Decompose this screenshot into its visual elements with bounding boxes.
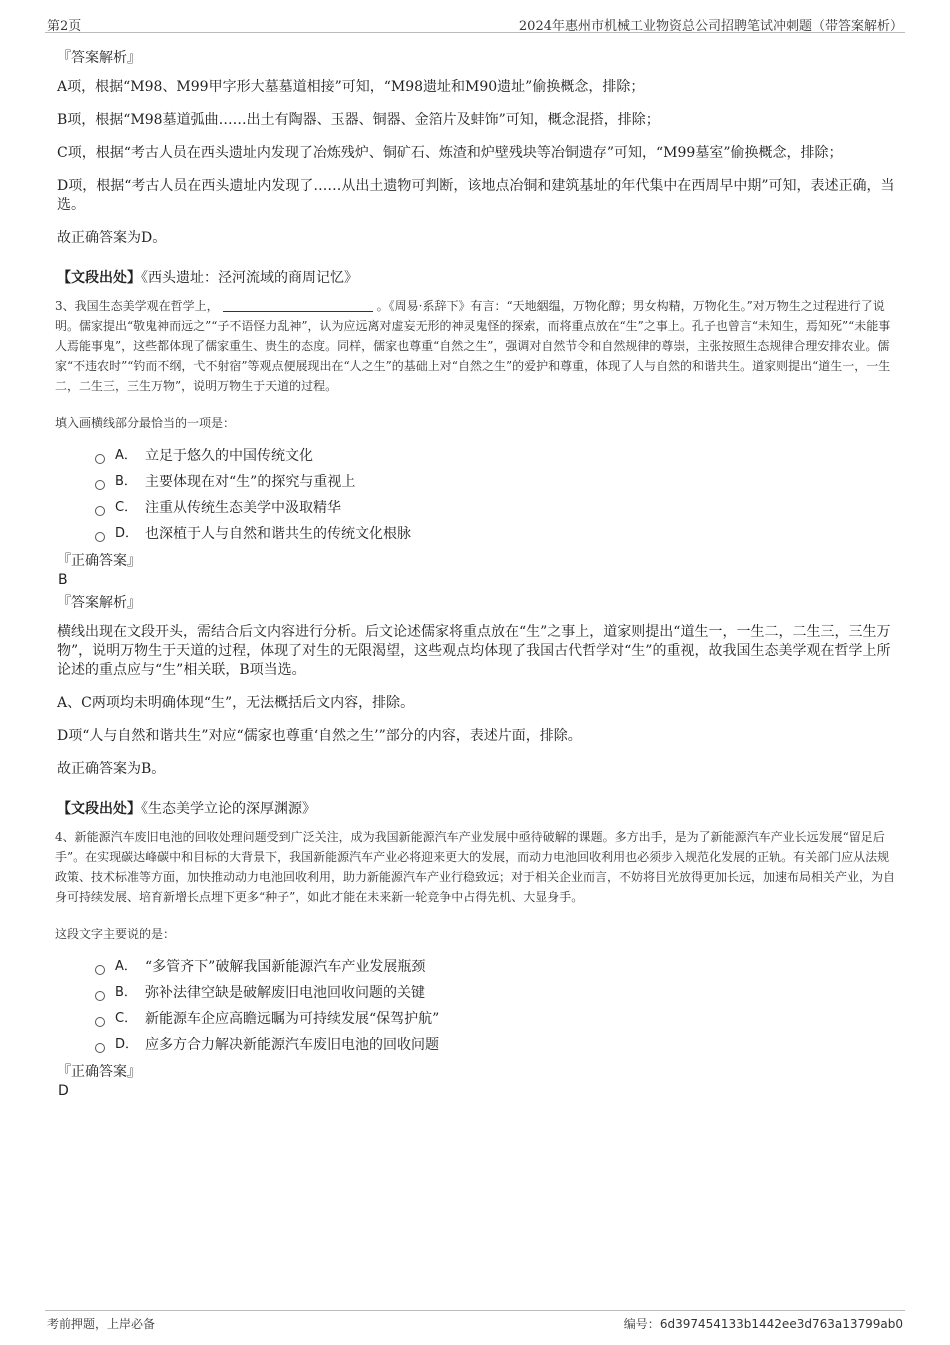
option-letter: D．	[115, 1037, 139, 1052]
analysis-paragraph: A、C两项均未明确体现“生”，无法概括后文内容，排除。	[57, 695, 415, 711]
source-title: 《西头遗址：泾河流域的商周记忆》	[141, 270, 358, 286]
option-letter: C．	[115, 500, 138, 515]
radio-icon[interactable]	[95, 454, 105, 464]
option-text: 新能源车企应高瞻远瞩为可持续发展“保驾护航”	[145, 1011, 440, 1027]
correct-answer-label: 『正确答案』	[57, 553, 141, 569]
code-value: 6d397454133b1442ee3d763a13799ab0	[659, 1317, 903, 1331]
footer-slogan: 考前押题，上岸必备	[47, 1317, 156, 1331]
option-text: “多管齐下”破解我国新能源汽车产业发展瓶颈	[145, 959, 426, 975]
option-text: 也深植于人与自然和谐共生的传统文化根脉	[145, 526, 411, 542]
option-a[interactable]	[95, 443, 900, 469]
radio-icon[interactable]	[95, 991, 105, 1001]
question-3-options	[95, 443, 900, 547]
page-header	[45, 12, 905, 33]
question-4-stem: 4、新能源汽车废旧电池的回收处理问题受到广泛关注，成为我国新能源汽车产业发展中亟待破解的课题。多方出手，是为了新能源汽车产业长远发展“留足后手”。在实现碳达峰碳中和目标的大背景下，我国新能源汽车产业必将迎来更大的发展，而动力电池回收利用也必须步入规范化发展的正轨。有关部门应从法规政策、技术标准等方面，加快推动动力电池回收利用，助力新能源汽车产业行稳致远；对于相关企业而言，不妨将目光放得更加长远，加速布局相关产业，为自身可持续发展、培育新增长点埋下更多“种子”，如此才能在未来新一轮竞争中占得先机、大显身手。	[55, 830, 896, 904]
option-b[interactable]	[95, 469, 900, 495]
radio-icon[interactable]	[95, 1043, 105, 1053]
option-letter: A．	[115, 959, 137, 974]
option-c[interactable]	[95, 1006, 900, 1032]
source-label: 【文段出处】	[57, 801, 141, 817]
analysis-label: 『答案解析』	[57, 595, 141, 611]
correct-answer: B	[58, 572, 68, 588]
option-text: 主要体现在对“生”的探究与重视上	[145, 474, 356, 490]
radio-icon[interactable]	[95, 965, 105, 975]
question-4-prompt: 这段文字主要说的是：	[55, 927, 176, 941]
question-3-stem	[55, 296, 900, 396]
source-citation	[57, 268, 900, 288]
analysis-conclusion: 故正确答案为D。	[57, 230, 167, 246]
radio-icon[interactable]	[95, 480, 105, 490]
option-text: 应多方合力解决新能源汽车废旧电池的回收问题	[145, 1037, 439, 1053]
analysis-paragraph: B项，根据“M98墓道弧曲……出土有陶器、玉器、铜器、金箔片及蚌饰”可知，概念混搭，排除；	[57, 112, 660, 128]
source-label: 【文段出处】	[57, 270, 141, 286]
option-letter: B．	[115, 474, 137, 489]
analysis-conclusion: 故正确答案为B。	[57, 761, 166, 777]
option-letter: A．	[115, 448, 137, 463]
option-b[interactable]	[95, 980, 900, 1006]
document-title: 2024年惠州市机械工业物资总公司招聘笔试冲刺题（带答案解析）	[518, 19, 903, 34]
question-3-text-after: 。《周易·系辞下》有言：“天地絪缊，万物化醇；男女构精，万物化生。”对万物生之过程进行了说明。儒家提出“敬鬼神而远之”“子不语怪力乱神”，认为应远离对虚妄无形的神灵鬼怪的探索，而将重点放在“生”之事上。孔子也曾言“未知生，焉知死”“未能事人焉能事鬼”，这些都体现了儒家重生、贵生的态度。同样，儒家也尊重“自然之生”，强调对自然节令和自然规律的尊崇，主张按照生态规律合理安排农业。儒家“不违农时”“钓而不纲，弋不射宿”等观点便展现出在“人之生”的基础上对“自然之生”的爱护和尊重，体现了人与自然的和谐共生。道家则提出“道生一，一生二，二生三，三生万物”，说明万物生于天道的过程。	[55, 299, 891, 393]
analysis-label: 『答案解析』	[57, 50, 141, 66]
option-d[interactable]	[95, 521, 900, 547]
option-text: 弥补法律空缺是破解废旧电池回收问题的关键	[145, 985, 425, 1001]
option-letter: C．	[115, 1011, 138, 1026]
option-text: 立足于悠久的中国传统文化	[145, 448, 313, 464]
option-a[interactable]	[95, 954, 900, 980]
source-citation	[57, 799, 900, 819]
radio-icon[interactable]	[95, 1017, 105, 1027]
option-c[interactable]	[95, 495, 900, 521]
option-letter: D．	[115, 526, 139, 541]
document-code	[624, 1315, 903, 1332]
correct-answer-label: 『正确答案』	[57, 1064, 141, 1080]
analysis-paragraph: 横线出现在文段开头，需结合后文内容进行分析。后文论述儒家将重点放在“生”之事上，道家则提出“道生一，一生二，二生三，三生万物”，说明万物生于天道的过程，体现了对生的无限渴望，这些观点均体现了我国古代哲学对“生”的重视，故我国生态美学观在哲学上所论述的重点应与“生”相关联，B项当选。	[57, 624, 891, 678]
option-letter: B．	[115, 985, 137, 1000]
option-d[interactable]	[95, 1032, 900, 1058]
page-footer	[45, 1310, 905, 1335]
code-label: 编号：	[623, 1317, 660, 1331]
question-3-prompt: 填入画横线部分最恰当的一项是：	[55, 416, 236, 430]
question-3-text-before: 3、我国生态美学观在哲学上，	[55, 299, 219, 313]
fill-blank-line	[223, 299, 373, 312]
question-4-options	[95, 954, 900, 1058]
page-content	[55, 44, 900, 1102]
analysis-paragraph: A项，根据“M98、M99甲字形大墓墓道相接”可知，“M98遗址和M90遗址”偷换概念，排除；	[57, 79, 645, 95]
analysis-paragraph: C项，根据“考古人员在西头遗址内发现了冶炼残炉、铜矿石、炼渣和炉壁残块等冶铜遗存”可知，“M99墓室”偷换概念，排除；	[57, 145, 843, 161]
analysis-paragraph: D项“人与自然和谐共生”对应“儒家也尊重‘自然之生’”部分的内容，表述片面，排除。	[57, 728, 582, 744]
page-number: 第2页	[47, 19, 82, 34]
radio-icon[interactable]	[95, 532, 105, 542]
correct-answer: D	[58, 1083, 69, 1099]
option-text: 注重从传统生态美学中汲取精华	[145, 500, 341, 516]
analysis-paragraph: D项，根据“考古人员在西头遗址内发现了……从出土遗物可判断，该地点冶铜和建筑基址的年代集中在西周早中期”可知，表述正确，当选。	[57, 178, 895, 213]
radio-icon[interactable]	[95, 506, 105, 516]
source-title: 《生态美学立论的深厚渊源》	[141, 801, 316, 817]
